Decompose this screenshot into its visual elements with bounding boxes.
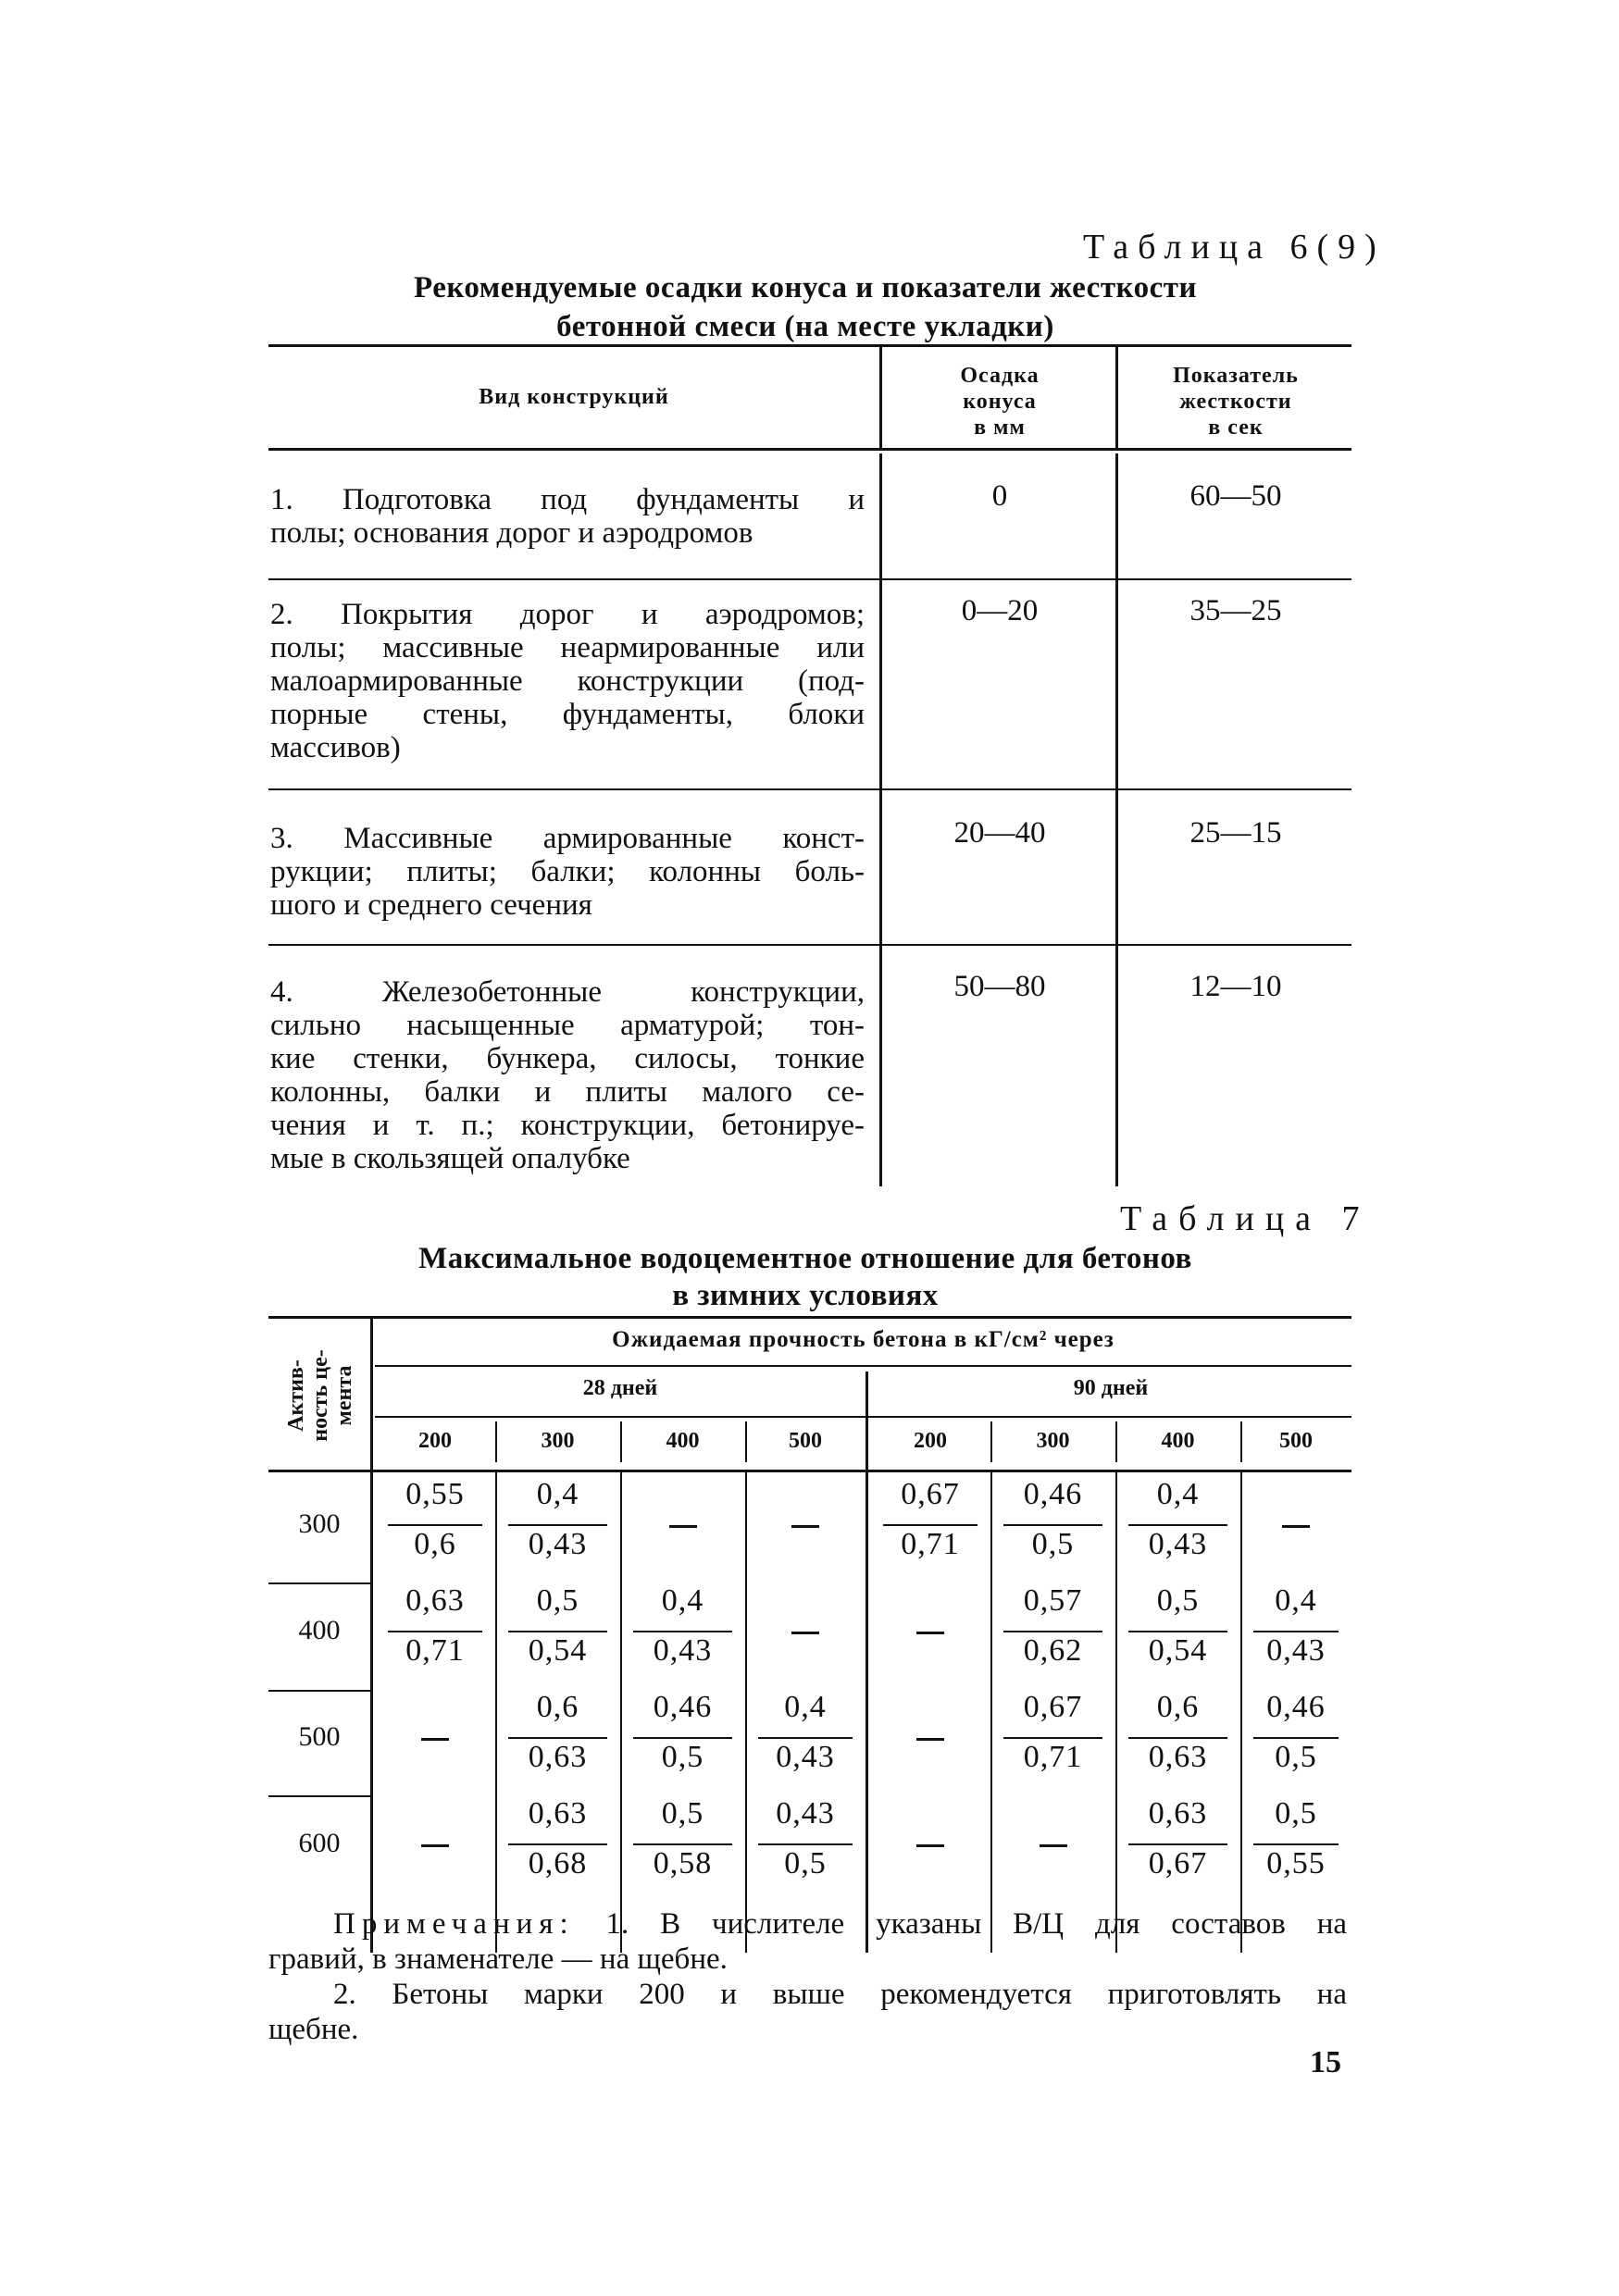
numerator-value: 0,4 [661,1583,704,1618]
fraction-bar [1253,1737,1339,1739]
numerator-value: 0,5 [1156,1583,1200,1618]
table6-row4-stiffness: 12—10 [1189,970,1282,1003]
denominator-value: 0,43 [1266,1633,1326,1668]
numerator-value: 0,67 [1023,1690,1083,1724]
numerator-value: 0,5 [661,1796,704,1831]
slump-header-line2: конуса [963,390,1037,414]
empty-cell-dash [916,1844,944,1847]
table6-row2-description [270,598,865,764]
expected-strength-rule [375,1365,1351,1367]
empty-cell-dash [1282,1525,1310,1528]
numerator-value: 0,4 [536,1477,579,1511]
grade-divider [620,1421,622,1462]
note2-line1: 2. Бетоны марки 200 и выше рекомендуется приготовлять на [333,1978,1347,2011]
days-rule [375,1416,1351,1418]
note2-line2: щебне. [268,2013,359,2046]
activity-divider [370,1319,373,1953]
denominator-value: 0,63 [1148,1740,1208,1774]
denominator-value: 0,43 [1148,1527,1208,1561]
numerator-value: 0,4 [1156,1477,1200,1511]
grade-header: 400 [1161,1429,1195,1453]
table6-row-rule-3 [268,944,1351,946]
grade-header: 300 [541,1429,575,1453]
stiffness-header-line1: Показатель [1173,364,1299,388]
table7-label: Таблица 7 [1120,1199,1371,1238]
table6-header-rule [268,448,1351,451]
denominator-value: 0,67 [1148,1846,1208,1880]
table7-row-rule [268,1690,370,1692]
empty-cell-dash [916,1738,944,1741]
fraction-bar [1003,1631,1102,1632]
fraction-bar [1128,1843,1227,1845]
table6-row4-description [270,975,865,1175]
denominator-value: 0,58 [653,1846,713,1880]
empty-cell-dash [421,1738,449,1741]
table6-row3-slump: 20—40 [953,816,1046,850]
fraction-bar [388,1524,482,1526]
empty-cell-dash [791,1632,819,1634]
table6-row2-slump: 0—20 [961,594,1039,627]
fraction-bar [633,1631,732,1632]
table6-row1-slump: 0 [991,479,1008,513]
table6-row-rule-1 [268,578,1351,580]
table6-row2-stiffness: 35—25 [1189,594,1282,627]
fraction-bar [508,1631,607,1632]
fraction-bar [1128,1737,1227,1739]
fraction-bar [633,1737,732,1739]
fraction-bar [1003,1524,1102,1526]
fraction-bar [883,1524,978,1526]
denominator-value: 0,6 [414,1527,456,1561]
row2-line: массивов) [270,731,401,764]
empty-cell-dash [916,1632,944,1634]
fraction-bar [758,1843,853,1845]
slump-header-line3: в мм [974,416,1026,440]
activity-value: 300 [298,1508,341,1539]
denominator-value: 0,5 [1275,1740,1317,1774]
grade-header: 500 [1279,1429,1313,1453]
denominator-value: 0,63 [528,1740,588,1774]
row4-line: кие стенки, бункера, силосы, тонкие [270,1042,865,1075]
numerator-value: 0,4 [784,1690,827,1724]
table6-row-rule-2 [268,788,1351,790]
table6-row3-stiffness: 25—15 [1189,816,1282,850]
numerator-value: 0,6 [1156,1690,1200,1724]
table6-title-line2: бетонной смеси (на месте укладки) [556,310,1054,343]
activity-header-line1: Актив- [284,1359,308,1432]
numerator-value: 0,43 [776,1796,835,1831]
grade-divider [1115,1421,1117,1462]
slump-header-line1: Осадка [960,364,1040,388]
denominator-value: 0,71 [405,1633,465,1668]
numerator-value: 0,5 [536,1583,579,1618]
grade-header: 300 [1036,1429,1070,1453]
notes [268,1906,1347,2047]
empty-cell-dash [791,1525,819,1528]
row1-line: 1. Подготовка под фундаменты и [270,483,865,516]
numerator-value: 0,6 [536,1690,579,1724]
table6-header-construction: Вид конструкций [479,385,669,409]
numerator-value: 0,46 [1266,1690,1326,1724]
activity-value: 400 [298,1615,341,1645]
row2-line: малоармированные конструкции (под- [270,664,865,698]
grade-divider [495,1421,497,1462]
row3-line: рукции; плиты; балки; колонны боль- [270,855,865,888]
days-divider [866,1371,868,1471]
numerator-value: 0,55 [405,1477,465,1511]
stiffness-header-line2: жесткости [1179,390,1292,414]
row2-line: порные стены, фундаменты, блоки [270,698,865,731]
days90-header: 90 дней [1073,1376,1149,1400]
numerator-value: 0,5 [1275,1796,1317,1831]
fraction-bar [508,1524,607,1526]
fraction-bar [388,1631,482,1632]
grade-divider [745,1421,747,1462]
table7-row-rule [268,1582,370,1584]
numerator-value: 0,67 [901,1477,960,1511]
activity-value: 600 [298,1828,341,1858]
table6-divider-2-body [1115,453,1118,1186]
grade-header: 200 [914,1429,947,1453]
empty-cell-dash [1040,1844,1067,1847]
table6-header-slump [884,363,1115,441]
denominator-value: 0,71 [1023,1740,1083,1774]
empty-cell-dash [421,1844,449,1847]
denominator-value: 0,43 [528,1527,588,1561]
denominator-value: 0,5 [1031,1527,1075,1561]
denominator-value: 0,5 [661,1740,704,1774]
row4-line: колонны, балки и плиты малого се- [270,1075,865,1109]
grade-divider [1240,1421,1242,1462]
table6-top-rule [268,344,1351,347]
table7-title-line1: Максимальное водоцементное отношение для бетонов [418,1242,1192,1275]
note1-first-line [268,1906,1347,1942]
numerator-value: 0,4 [1275,1583,1317,1618]
note1-line2: гравий, в знаменателе — на щебне. [268,1942,728,1976]
activity-header-line2: ность це- [308,1349,332,1442]
denominator-value: 0,5 [784,1846,827,1880]
table7-header-rule [268,1470,1351,1472]
empty-cell-dash [669,1525,697,1528]
grade-header: 200 [418,1429,452,1453]
denominator-value: 0,54 [528,1633,588,1668]
fraction-bar [1128,1631,1227,1632]
table7-title [268,1240,1342,1314]
denominator-value: 0,54 [1148,1633,1208,1668]
grade-divider [990,1421,992,1462]
grade-header: 500 [789,1429,822,1453]
numerator-value: 0,63 [405,1583,465,1618]
fraction-bar [1128,1524,1227,1526]
fraction-bar [1003,1737,1102,1739]
row4-line: чения и т. п.; конструкции, бетонируе- [270,1109,865,1142]
notes-heading: Примечания: [333,1907,575,1941]
numerator-value: 0,57 [1023,1583,1083,1618]
table6-title-line1: Рекомендуемые осадки конуса и показатели жесткости [413,271,1197,304]
fraction-bar [758,1737,853,1739]
table6-divider-1-body [879,453,882,1186]
denominator-value: 0,43 [776,1740,835,1774]
fraction-bar [508,1737,607,1739]
row3-line: 3. Массивные армированные конст- [270,822,865,855]
note1-line1: 1. В числителе указаны В/Ц для составов на [605,1907,1348,1941]
table7-top-rule [268,1316,1351,1319]
row3-line: шого и среднего сечения [270,888,592,922]
table6-row4-slump: 50—80 [953,970,1046,1003]
fraction-bar [1253,1631,1339,1632]
table6-row1-stiffness: 60—50 [1189,479,1282,513]
denominator-value: 0,71 [901,1527,960,1561]
page-number: 15 [1310,2045,1341,2079]
row2-line: 2. Покрытия дорог и аэродромов; [270,598,865,631]
stiffness-header-line3: в сек [1208,416,1264,440]
numerator-value: 0,46 [653,1690,713,1724]
grade-header: 400 [666,1429,700,1453]
table6-divider-2 [1115,347,1118,449]
denominator-value: 0,55 [1266,1846,1326,1880]
row2-line: полы; массивные неармированные или [270,631,865,664]
activity-value: 500 [298,1721,341,1752]
numerator-value: 0,63 [1148,1796,1208,1831]
row4-line: сильно насыщенные арматурой; тон- [270,1009,865,1042]
body-divider [866,1471,868,1953]
expected-strength-header: Ожидаемая прочность бетона в кГ/см² через [612,1327,1115,1352]
table6-title [268,268,1342,346]
numerator-value: 0,46 [1023,1477,1083,1511]
days28-header: 28 дней [582,1376,658,1400]
denominator-value: 0,43 [653,1633,713,1668]
denominator-value: 0,62 [1023,1633,1083,1668]
table7-title-line2: в зимних условиях [672,1279,939,1312]
table6-row3-description [270,822,865,922]
activity-header-line3: мента [332,1365,356,1426]
fraction-bar [508,1843,607,1845]
fraction-bar [633,1843,732,1845]
table6-header-stiffness [1120,363,1351,441]
numerator-value: 0,63 [528,1796,588,1831]
table6-label: Таблица 6(9) [1083,228,1386,267]
fraction-bar [1253,1843,1339,1845]
denominator-value: 0,68 [528,1846,588,1880]
row1-line: полы; основания дорог и аэродромов [270,516,753,550]
row4-line: 4. Железобетонные конструкции, [270,975,865,1009]
table6-row1-description [270,483,865,550]
table6-divider-1 [879,347,882,449]
table7-row-rule [268,1795,370,1797]
row4-line: мые в скользящей опалубке [270,1142,630,1175]
activity-header [274,1322,367,1470]
